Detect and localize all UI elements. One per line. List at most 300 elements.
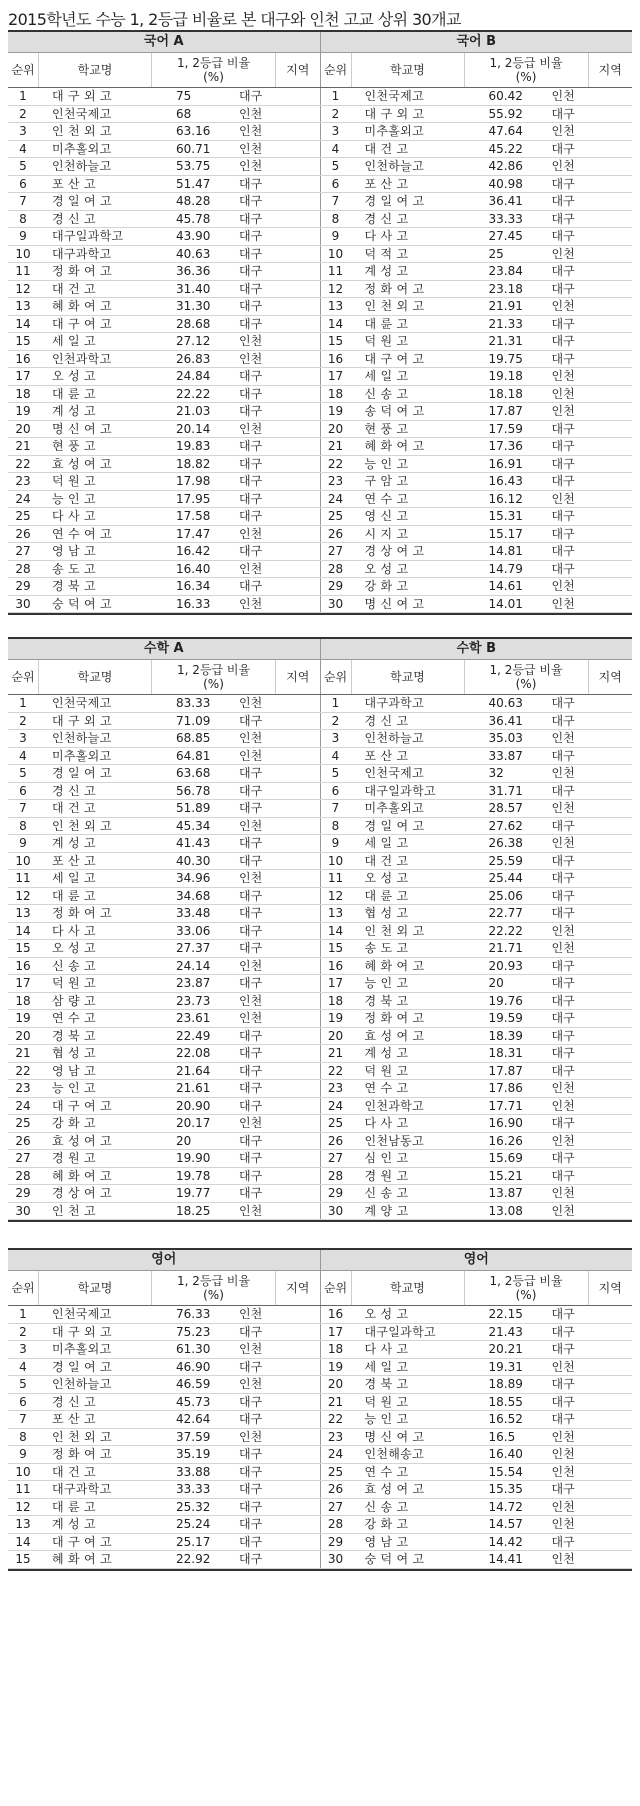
school-name-cell: 협 성 고	[52, 1046, 96, 1061]
row-half	[320, 526, 633, 543]
school-name-cell: 포 산 고	[364, 176, 409, 191]
school-name-cell: 포 산 고	[364, 748, 409, 763]
rank-cell: 23	[15, 474, 31, 489]
table-row	[8, 1098, 632, 1116]
rank-cell: 18	[327, 993, 344, 1008]
row-half	[320, 853, 633, 870]
school-name-cell: 경 신 고	[52, 211, 96, 226]
school-name-cell: 혜 화 여 고	[52, 299, 112, 314]
region-cell: 대구	[551, 1028, 575, 1043]
school-name-cell: 대 륜 고	[364, 888, 409, 903]
ratio-cell: 22.77	[488, 906, 523, 921]
rank-cell: 8	[19, 1429, 27, 1444]
ratio-cell: 14.72	[488, 1499, 523, 1514]
ratio-cell: 25.24	[176, 1517, 211, 1532]
school-name-cell: 계 성 고	[364, 1046, 409, 1061]
row-half	[8, 508, 320, 525]
region-cell: 대구	[551, 1307, 575, 1322]
table-row	[8, 193, 632, 211]
table-row	[8, 1481, 632, 1499]
rank-cell: 12	[15, 888, 31, 903]
table-row	[8, 298, 632, 316]
row-half	[8, 263, 320, 280]
region-cell: 대구	[239, 1046, 263, 1061]
ratio-cell: 26.83	[176, 351, 211, 366]
region-cell: 인천	[551, 801, 575, 816]
ratio-cell: 35.03	[488, 731, 523, 746]
region-cell: 인천	[551, 1447, 575, 1462]
rank-cell: 22	[327, 456, 344, 471]
row-half	[320, 1411, 633, 1428]
ratio-cell: 51.47	[176, 176, 211, 191]
row-half	[8, 141, 320, 158]
rank-cell: 4	[19, 748, 27, 763]
ratio-cell: 20.21	[488, 1342, 523, 1357]
row-half	[8, 905, 320, 922]
row-half	[8, 1411, 320, 1428]
table-row	[8, 800, 632, 818]
rank-cell: 19	[327, 404, 344, 419]
region-cell: 인천	[551, 491, 575, 506]
school-name-cell: 오 성 고	[364, 1307, 409, 1322]
row-half	[8, 975, 320, 992]
region-cell: 대구	[551, 194, 575, 209]
row-half	[8, 578, 320, 595]
region-header: 지역	[588, 1271, 633, 1305]
school-name-cell: 대 구 여 고	[364, 351, 425, 366]
ratio-cell: 16.91	[488, 456, 523, 471]
rank-cell: 13	[15, 299, 31, 314]
ratio-cell: 23.73	[176, 993, 211, 1008]
row-half	[8, 958, 320, 975]
school-name-cell: 시 지 고	[364, 526, 409, 541]
ratio-cell: 17.47	[176, 526, 211, 541]
school-name-cell: 인천국제고	[364, 89, 424, 104]
ratio-cell: 61.30	[176, 1342, 211, 1357]
region-cell: 대구	[551, 526, 575, 541]
school-name-cell: 능 인 고	[52, 491, 96, 506]
region-cell: 대구	[239, 404, 263, 419]
rank-cell: 15	[15, 1552, 31, 1567]
region-cell: 대구	[239, 89, 263, 104]
rank-cell: 15	[15, 941, 31, 956]
school-name-cell: 연 수 고	[364, 491, 409, 506]
region-cell: 인천	[239, 421, 263, 436]
column-header-group	[320, 53, 633, 87]
table-row	[8, 526, 632, 544]
ratio-cell: 22.22	[176, 386, 211, 401]
column-header-row	[8, 1271, 632, 1306]
school-name-cell: 신 송 고	[52, 958, 96, 973]
ratio-cell: 27.37	[176, 941, 211, 956]
row-half	[320, 456, 633, 473]
region-cell: 대구	[551, 1534, 575, 1549]
section-title-left: 수학 A	[143, 641, 184, 656]
school-name-cell: 연 수 고	[364, 1464, 409, 1479]
region-header: 지역	[275, 660, 320, 694]
table-row	[8, 1133, 632, 1151]
ratio-cell: 17.87	[488, 1063, 523, 1078]
table-row	[8, 1359, 632, 1377]
rank-cell: 29	[15, 1186, 31, 1201]
row-half	[8, 923, 320, 940]
section-header	[8, 639, 632, 660]
row-half	[320, 713, 633, 730]
ratio-cell: 18.89	[488, 1377, 523, 1392]
region-cell: 대구	[239, 1133, 263, 1148]
rank-cell: 30	[327, 1203, 344, 1218]
region-cell: 대구	[239, 801, 263, 816]
region-cell: 인천	[239, 696, 263, 711]
ratio-cell: 16.5	[488, 1429, 516, 1444]
ratio-cell: 75	[176, 89, 192, 104]
region-cell: 인천	[551, 1464, 575, 1479]
row-half	[320, 940, 633, 957]
region-cell: 대구	[239, 1517, 263, 1532]
school-name-cell: 미추홀외고	[52, 748, 112, 763]
school-name-cell: 신 송 고	[364, 1499, 409, 1514]
rank-cell: 5	[19, 159, 27, 174]
row-half	[8, 1464, 320, 1481]
school-name-cell: 포 산 고	[52, 853, 96, 868]
school-name-cell: 인 천 외 고	[52, 818, 112, 833]
ratio-cell: 25.44	[488, 871, 523, 886]
region-cell: 대구	[551, 264, 575, 279]
ratio-cell: 21.03	[176, 404, 211, 419]
school-name-cell: 대구과학고	[364, 696, 424, 711]
school-name-cell: 오 성 고	[364, 561, 409, 576]
region-cell: 대구	[239, 906, 263, 921]
school-name-cell: 경 상 여 고	[52, 1186, 112, 1201]
region-cell: 인천	[239, 596, 263, 611]
school-name-cell: 능 인 고	[52, 1081, 96, 1096]
rank-cell: 12	[15, 281, 31, 296]
rank-cell: 5	[331, 159, 340, 174]
rank-cell: 16	[15, 958, 31, 973]
row-half	[320, 1150, 633, 1167]
row-half	[8, 1080, 320, 1097]
rank-header: 순위	[323, 670, 348, 684]
school-name-cell: 송 도 고	[364, 941, 409, 956]
row-half	[8, 1516, 320, 1533]
ratio-cell: 46.90	[176, 1359, 211, 1374]
rank-cell: 28	[15, 1168, 31, 1183]
region-cell: 인천	[551, 1098, 575, 1113]
ratio-header: 1, 2등급 비율(%)	[464, 660, 588, 694]
row-half	[320, 800, 633, 817]
row-half	[320, 316, 633, 333]
rank-cell: 26	[327, 526, 344, 541]
table-row	[8, 1063, 632, 1081]
region-cell: 인천	[551, 1552, 575, 1567]
region-cell: 대구	[551, 544, 575, 559]
table-row	[8, 1168, 632, 1186]
ratio-cell: 18.31	[488, 1046, 523, 1061]
school-name-cell: 신 송 고	[364, 1186, 409, 1201]
region-cell: 인천	[551, 369, 575, 384]
table-row	[8, 765, 632, 783]
row-half	[320, 158, 633, 175]
school-header: 학교명	[351, 660, 464, 694]
rank-cell: 8	[331, 818, 340, 833]
ratio-cell: 31.40	[176, 281, 211, 296]
ratio-cell: 31.71	[488, 783, 523, 798]
school-name-cell: 인천하늘고	[52, 1377, 112, 1392]
region-cell: 대구	[239, 456, 263, 471]
region-cell: 대구	[551, 141, 575, 156]
region-cell: 대구	[239, 544, 263, 559]
row-half	[8, 1098, 320, 1115]
ratio-cell: 75.23	[176, 1324, 211, 1339]
ratio-cell: 19.83	[176, 439, 211, 454]
row-half	[320, 141, 633, 158]
school-name-cell: 효 성 여 고	[52, 456, 112, 471]
region-cell: 대구	[551, 871, 575, 886]
rank-cell: 2	[19, 713, 27, 728]
ratio-cell: 16.90	[488, 1116, 523, 1131]
region-cell: 대구	[239, 888, 263, 903]
region-cell: 대구	[551, 421, 575, 436]
table-row	[8, 578, 632, 596]
school-name-cell: 대구일과학고	[52, 229, 124, 244]
table-row	[8, 141, 632, 159]
region-cell: 인천	[551, 1186, 575, 1201]
rank-cell: 15	[327, 334, 344, 349]
row-half	[320, 1080, 633, 1097]
region-cell: 인천	[239, 731, 263, 746]
region-cell: 대구	[551, 696, 575, 711]
rank-cell: 15	[15, 334, 31, 349]
school-name-cell: 경 일 여 고	[52, 194, 112, 209]
region-header: 지역	[588, 53, 633, 87]
ratio-cell: 19.77	[176, 1186, 211, 1201]
rank-cell: 8	[331, 211, 340, 226]
region-cell: 대구	[551, 456, 575, 471]
ratio-cell: 16.40	[176, 561, 211, 576]
row-half	[8, 1499, 320, 1516]
ratio-cell: 43.90	[176, 229, 211, 244]
rank-cell: 24	[15, 1098, 31, 1113]
school-name-cell: 혜 화 여 고	[52, 1552, 112, 1567]
ratio-header: 1, 2등급 비율(%)	[151, 1271, 275, 1305]
school-name-cell: 오 성 고	[52, 941, 96, 956]
row-half	[320, 765, 633, 782]
rank-cell: 25	[327, 509, 344, 524]
rank-cell: 26	[327, 1133, 344, 1148]
ratio-cell: 42.64	[176, 1412, 211, 1427]
region-cell: 인천	[239, 124, 263, 139]
rank-cell: 27	[327, 544, 344, 559]
row-half	[320, 1534, 633, 1551]
region-cell: 대구	[551, 211, 575, 226]
school-name-cell: 덕 적 고	[364, 246, 409, 261]
region-cell: 대구	[551, 229, 575, 244]
ratio-cell: 23.87	[176, 976, 211, 991]
rank-cell: 18	[327, 1342, 344, 1357]
ratio-cell: 21.64	[176, 1063, 211, 1078]
school-name-cell: 경 일 여 고	[364, 818, 425, 833]
school-name-cell: 계 성 고	[52, 1517, 96, 1532]
rank-cell: 1	[331, 696, 340, 711]
ratio-cell: 20.14	[176, 421, 211, 436]
region-cell: 대구	[551, 1063, 575, 1078]
school-name-cell: 인천하늘고	[52, 731, 112, 746]
region-cell: 인천	[551, 731, 575, 746]
ratio-cell: 15.54	[488, 1464, 523, 1479]
rank-cell: 9	[19, 836, 27, 851]
school-name-cell: 경 북 고	[364, 1377, 409, 1392]
rank-cell: 24	[15, 491, 31, 506]
row-half	[8, 351, 320, 368]
school-name-cell: 다 사 고	[364, 1116, 409, 1131]
school-name-cell: 삼 량 고	[52, 993, 96, 1008]
section-header	[8, 32, 632, 53]
ratio-cell: 33.48	[176, 906, 211, 921]
region-cell: 대구	[239, 299, 263, 314]
region-cell: 인천	[551, 1081, 575, 1096]
school-name-cell: 경 원 고	[364, 1168, 409, 1183]
region-cell: 대구	[239, 766, 263, 781]
table-row	[8, 818, 632, 836]
row-half	[320, 368, 633, 385]
school-name-cell: 송 도 고	[52, 561, 96, 576]
school-name-cell: 대 건 고	[52, 801, 96, 816]
region-cell: 대구	[551, 1011, 575, 1026]
ratio-header: 1, 2등급 비율(%)	[464, 1271, 588, 1305]
row-half	[320, 386, 633, 403]
table-row	[8, 1411, 632, 1429]
rank-cell: 21	[327, 1046, 344, 1061]
row-half	[8, 870, 320, 887]
table-row	[8, 905, 632, 923]
row-half	[320, 695, 633, 712]
ratio-cell: 35.19	[176, 1447, 211, 1462]
school-name-cell: 오 성 고	[364, 871, 409, 886]
region-cell: 대구	[551, 976, 575, 991]
row-half	[8, 596, 320, 613]
rank-cell: 2	[19, 1324, 27, 1339]
school-name-cell: 인천과학고	[52, 351, 112, 366]
region-cell: 대구	[551, 1377, 575, 1392]
table-row	[8, 508, 632, 526]
row-half	[8, 783, 320, 800]
school-name-cell: 효 성 여 고	[364, 1482, 425, 1497]
row-half	[8, 106, 320, 123]
section-title-right: 국어 B	[320, 32, 633, 52]
ratio-cell: 68	[176, 106, 192, 121]
ratio-cell: 14.61	[488, 579, 523, 594]
region-cell: 인천	[239, 1429, 263, 1444]
rank-cell: 19	[327, 1359, 344, 1374]
school-name-cell: 대 건 고	[364, 141, 409, 156]
row-half	[8, 193, 320, 210]
rank-cell: 6	[19, 176, 27, 191]
ratio-cell: 18.25	[176, 1203, 211, 1218]
rank-cell: 30	[327, 596, 344, 611]
school-name-cell: 대 구 외 고	[52, 1324, 112, 1339]
region-cell: 대구	[239, 1552, 263, 1567]
rank-header: 순위	[11, 1281, 35, 1295]
table-row	[8, 246, 632, 264]
row-half	[320, 1324, 633, 1341]
ratio-cell: 24.14	[176, 958, 211, 973]
school-name-cell: 미추홀외고	[364, 801, 424, 816]
rank-cell: 20	[15, 1028, 31, 1043]
row-half	[320, 835, 633, 852]
school-name-cell: 경 일 여 고	[52, 766, 112, 781]
ratio-cell: 46.59	[176, 1377, 211, 1392]
row-half	[320, 783, 633, 800]
rank-cell: 22	[15, 456, 31, 471]
ratio-cell: 21.91	[488, 299, 523, 314]
rank-cell: 10	[15, 246, 31, 261]
school-name-cell: 인천국제고	[52, 106, 112, 121]
school-name-cell: 영 남 고	[364, 1534, 409, 1549]
rank-cell: 21	[15, 439, 31, 454]
row-half	[8, 543, 320, 560]
ratio-cell: 17.36	[488, 439, 523, 454]
table-row	[8, 403, 632, 421]
school-name-cell: 강 화 고	[364, 579, 409, 594]
ratio-cell: 20.90	[176, 1098, 211, 1113]
rank-cell: 14	[15, 923, 31, 938]
school-name-cell: 덕 원 고	[364, 1063, 409, 1078]
school-name-cell: 연 수 고	[52, 1011, 96, 1026]
ranking-tables	[0, 30, 640, 1571]
section-title-right: 수학 B	[320, 639, 633, 659]
region-cell: 대구	[551, 1046, 575, 1061]
row-half	[8, 491, 320, 508]
rank-cell: 22	[327, 1063, 344, 1078]
column-header-group	[320, 1271, 633, 1305]
row-half	[320, 1551, 633, 1568]
row-half	[320, 905, 633, 922]
section-gap	[0, 1222, 640, 1248]
row-half	[320, 1516, 633, 1533]
rank-cell: 3	[331, 731, 340, 746]
row-half	[320, 403, 633, 420]
school-name-cell: 덕 원 고	[52, 976, 96, 991]
row-half	[320, 596, 633, 613]
region-cell: 인천	[239, 526, 263, 541]
ratio-cell: 23.61	[176, 1011, 211, 1026]
region-cell: 대구	[239, 264, 263, 279]
table-row	[8, 695, 632, 713]
row-half	[320, 1499, 633, 1516]
row-half	[320, 228, 633, 245]
rank-cell: 12	[327, 888, 344, 903]
school-name-cell: 계 성 고	[364, 264, 409, 279]
rank-cell: 16	[327, 1307, 344, 1322]
ratio-cell: 16.12	[488, 491, 523, 506]
school-name-cell: 다 사 고	[52, 923, 96, 938]
region-cell: 대구	[239, 976, 263, 991]
ratio-cell: 18.82	[176, 456, 211, 471]
school-name-cell: 인천하늘고	[52, 159, 112, 174]
row-half	[320, 1133, 633, 1150]
rank-cell: 9	[19, 1447, 27, 1462]
rank-cell: 14	[15, 316, 31, 331]
rank-cell: 17	[327, 976, 344, 991]
ratio-cell: 36.41	[488, 194, 523, 209]
region-cell: 대구	[551, 106, 575, 121]
school-name-cell: 송 덕 여 고	[364, 404, 425, 419]
rank-cell: 7	[331, 801, 340, 816]
ratio-cell: 18.18	[488, 386, 523, 401]
row-half	[320, 1306, 633, 1323]
rank-cell: 8	[19, 818, 27, 833]
row-half	[320, 1063, 633, 1080]
